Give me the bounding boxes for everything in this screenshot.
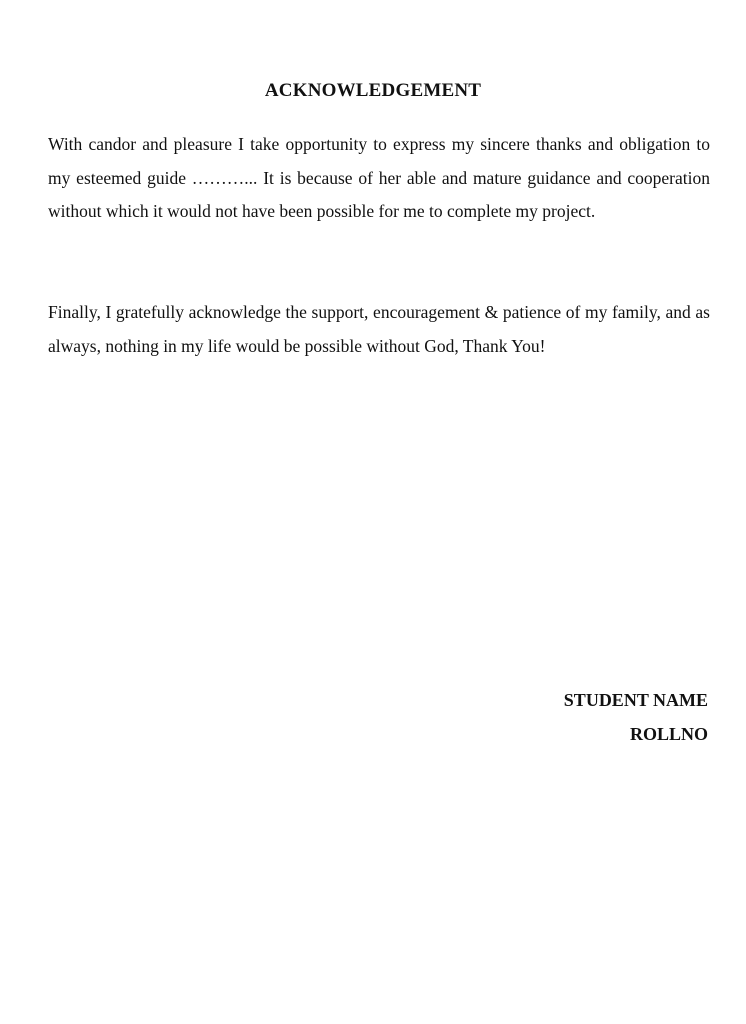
roll-number: ROLLNO bbox=[629, 724, 708, 744]
document-title: ACKNOWLEDGEMENT bbox=[264, 80, 482, 101]
acknowledgement-paragraph: Finally, I gratefully acknowledge the support, encouragement & patience of my family, and as always, nothing in my life would be possible without God, Thank You! bbox=[48, 302, 710, 356]
acknowledgement-paragraph: With candor and pleasure I take opportunity to express my sincere thanks and obligation to my esteemed guide ………... It is because of her able and mature guidance and cooperation without which it would not have been possible for me to complete my project. bbox=[48, 134, 710, 221]
student-name: STUDENT NAME bbox=[563, 690, 708, 710]
